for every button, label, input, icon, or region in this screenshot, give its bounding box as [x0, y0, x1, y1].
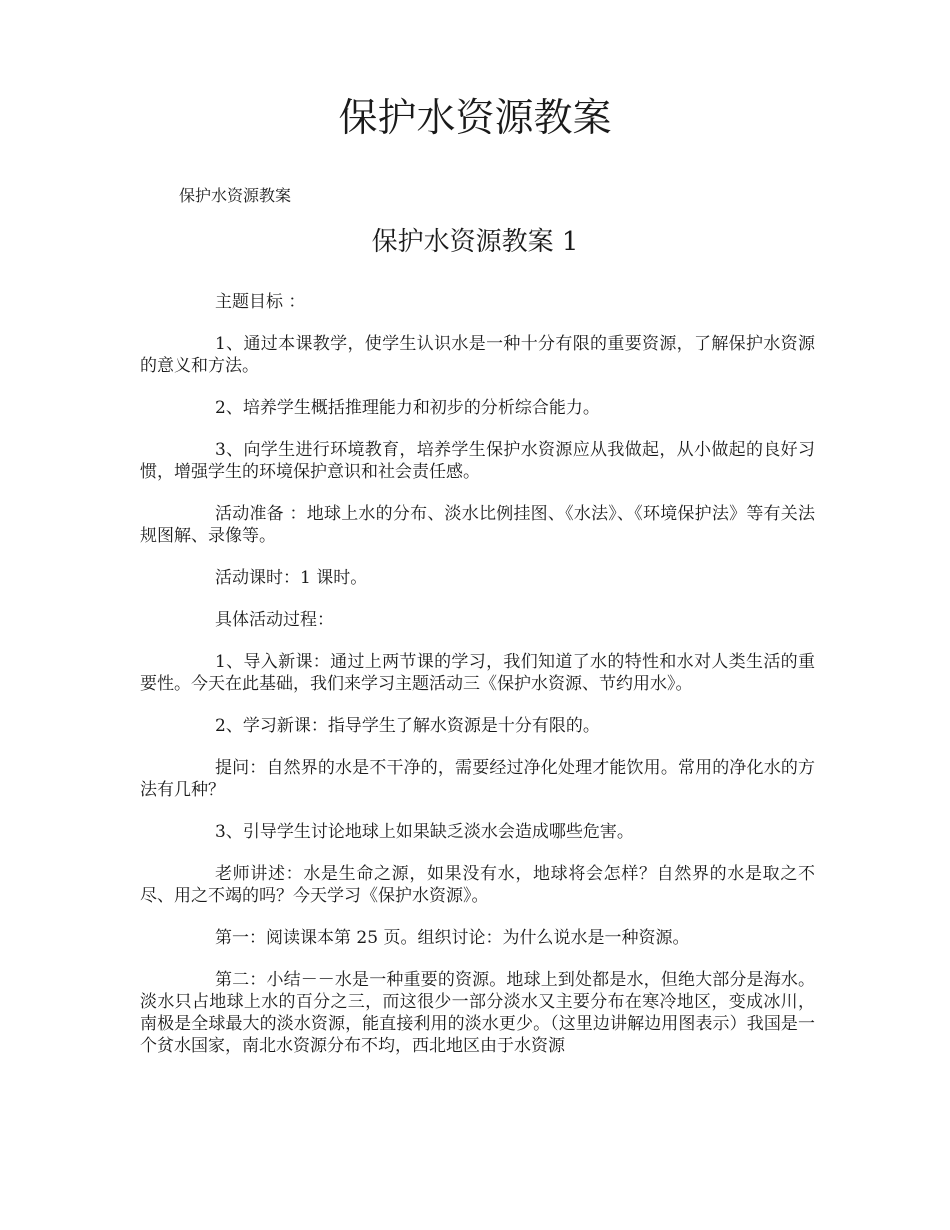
paragraph-goal-3: 3、向学生进行环境教育，培养学生保护水资源应从我做起，从小做起的良好习惯，增强学生的环境保护意识和社会责任感。 [140, 440, 815, 482]
paragraph-goal-2: 2、培养学生概括推理能力和初步的分析综合能力。 [215, 398, 600, 418]
document-subtitle: 保护水资源教案 [179, 186, 292, 205]
document-title: 保护水资源教案 [338, 96, 612, 141]
document-body [140, 291, 815, 1077]
paragraph-class-hours: 活动课时：1 课时。 [215, 568, 368, 588]
paragraph-process-heading: 具体活动过程： [215, 610, 334, 630]
paragraph-teacher-talk: 老师讲述：水是生命之源，如果没有水，地球将会怎样？自然界的水是取之不尽、用之不竭的吗？今天学习《保护水资源》。 [140, 864, 815, 906]
paragraph-question: 提问：自然界的水是不干净的，需要经过净化处理才能饮用。常用的净化水的方法有几种？ [140, 758, 815, 800]
paragraph-step-2: 2、学习新课：指导学生了解水资源是十分有限的。 [215, 716, 600, 736]
paragraph-second: 第二：小结－－水是一种重要的资源。地球上到处都是水，但绝大部分是海水。淡水只占地球上水的百分之三，而这很少一部分淡水又主要分布在寒冷地区，变成冰川，南极是全球最大的淡水资源，能直接利用的淡水更少。（这里边讲解边用图表示）我国是一个贫水国家，南北水资源分布不均，西北地区由于水资源 [140, 970, 815, 1056]
paragraph-goal-heading: 主题目标 ： [215, 292, 306, 312]
paragraph-goal-1: 1、通过本课教学，使学生认识水是一种十分有限的重要资源，了解保护水资源的意义和方法。 [140, 334, 815, 376]
paragraph-step-3: 3、引导学生讨论地球上如果缺乏淡水会造成哪些危害。 [215, 822, 634, 842]
paragraph-first: 第一：阅读课本第 25 页。组织讨论：为什么说水是一种资源。 [215, 928, 690, 948]
section-heading: 保护水资源教案 1 [371, 227, 579, 257]
paragraph-preparation: 活动准备 ：地球上水的分布、淡水比例挂图、《水法》、《环境保护法》等有关法规图解、录像等。 [140, 504, 815, 546]
paragraph-step-1: 1、导入新课：通过上两节课的学习，我们知道了水的特性和水对人类生活的重要性。今天在此基础，我们来学习主题活动三《保护水资源、节约用水》。 [140, 652, 815, 694]
